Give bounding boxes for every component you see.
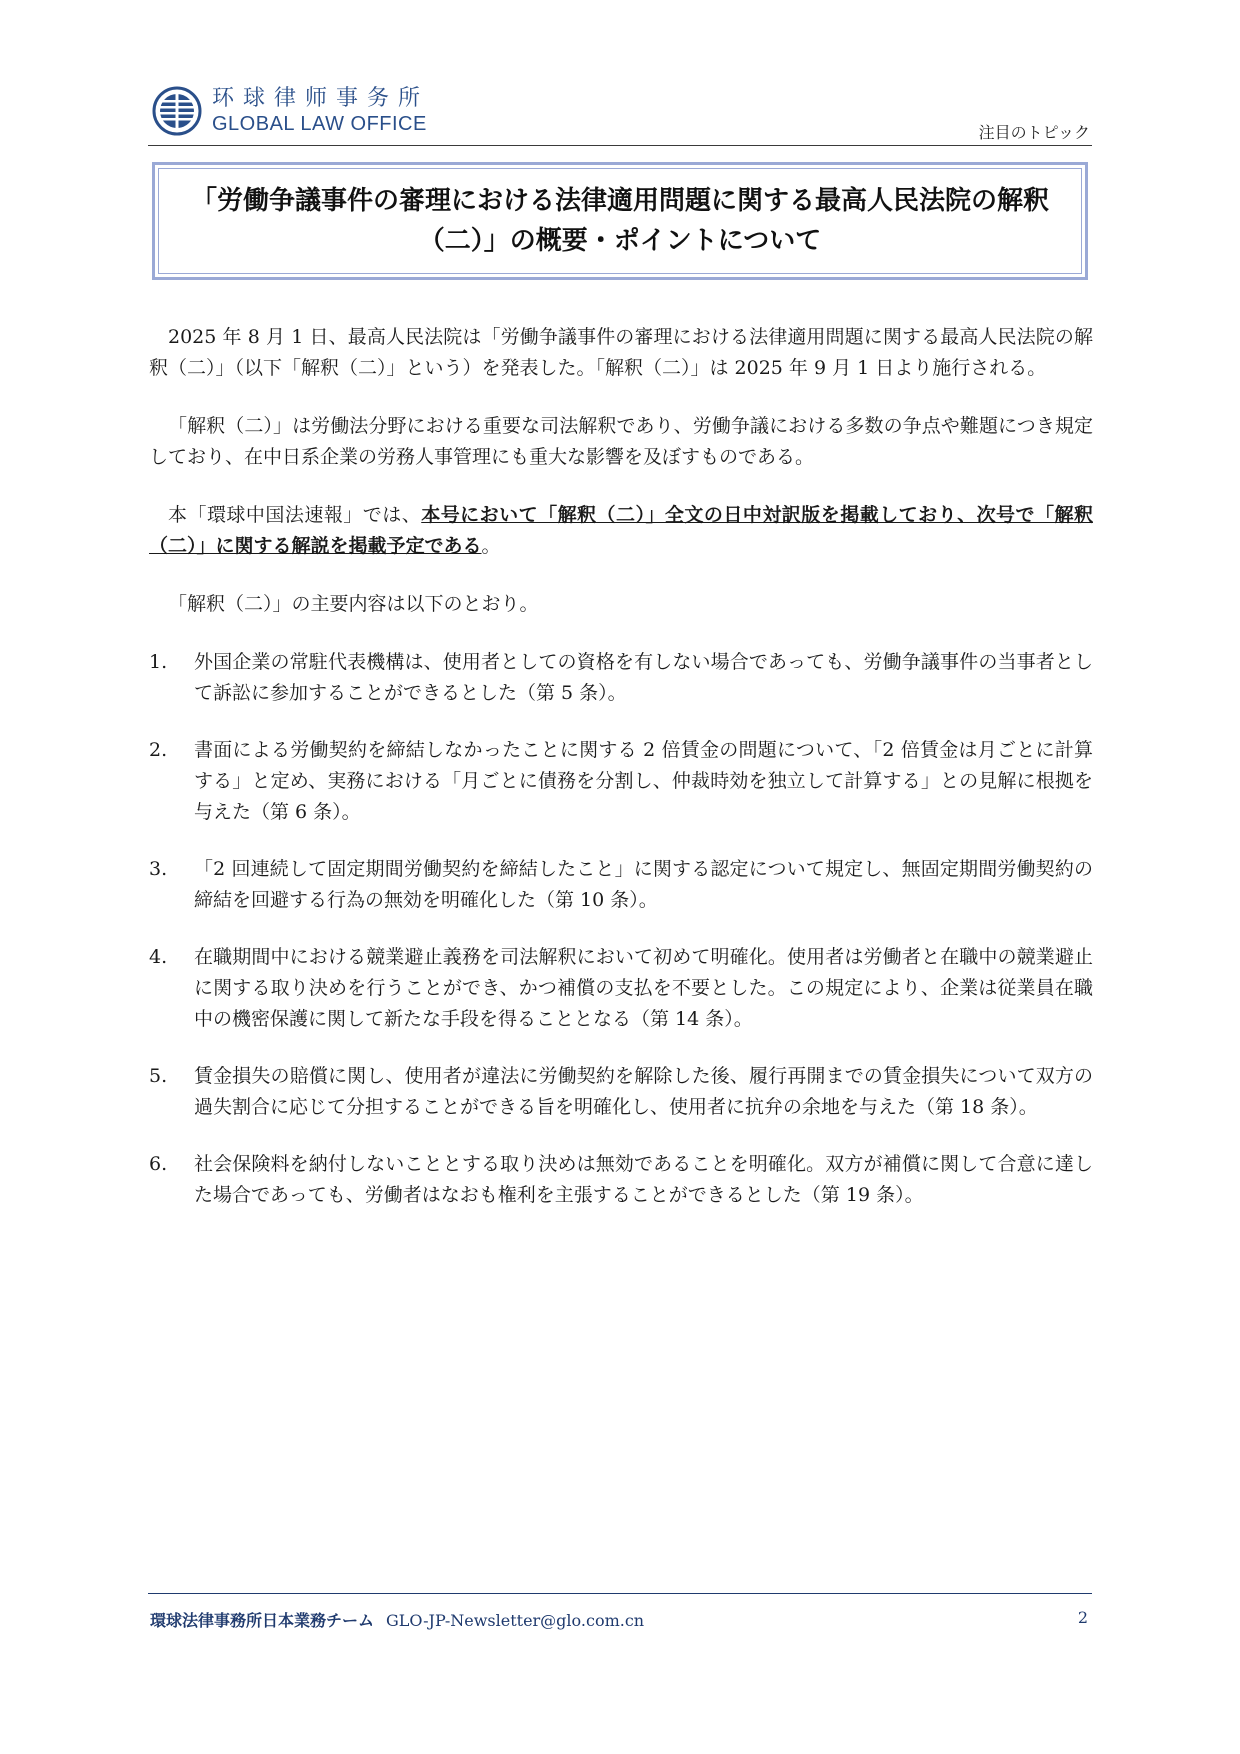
list-item: [149, 735, 1093, 828]
item-number: 6.: [149, 1153, 168, 1175]
notice-prefix: 本「環球中国法速報」では、: [168, 504, 422, 526]
item-text: 「2 回連続して固定期間労働契約を締結したこと」に関する認定について規定し、無固定期間労働契約の締結を回避する行為の無効を明確化した（第 10 条）。: [194, 858, 1093, 911]
key-points-list: [149, 647, 1093, 1211]
footer-email[interactable]: GLO-JP-Newsletter@glo.com.cn: [386, 1611, 645, 1630]
logo: [152, 86, 429, 136]
footer-divider: [148, 1593, 1092, 1594]
list-item: [149, 942, 1093, 1035]
footer-team-name: 環球法律事務所日本業務チーム: [150, 1611, 375, 1630]
item-number: 5.: [149, 1065, 168, 1087]
item-text: 書面による労働契約を締結しなかったことに関する 2 倍賃金の問題について、「2 倍賃金は月ごとに計算する」と定め、実務における「月ごとに債務を分割し、仲裁時効を独立して計算する」との見解に根拠を与えた（第 6 条）。: [194, 739, 1093, 823]
globe-logo-icon: [152, 86, 202, 136]
list-item: [149, 854, 1093, 916]
item-number: 2.: [149, 739, 168, 761]
list-intro: 「解釈（二）」の主要内容は以下のとおり。: [168, 593, 539, 615]
page-number: 2: [1077, 1608, 1088, 1627]
paragraph-notice: [149, 500, 1093, 562]
notice-emphasis: 本号において「解釈（二）」全文の日中対訳版を掲載しており、次号で「解釈（二）」に関する解説を掲載予定である: [149, 504, 1093, 557]
item-text: 在職期間中における競業避止義務を司法解釈において初めて明確化。使用者は労働者と在職中の競業避止に関する取り決めを行うことができ、かつ補償の支払を不要とした。この規定により、企業は従業員在職中の機密保護に関して新たな手段を得ることとなる（第 14 条）。: [194, 946, 1093, 1030]
logo-chinese-name: 环球律师事务所: [212, 86, 430, 111]
notice-suffix: 。: [481, 535, 501, 557]
list-item: [149, 1149, 1093, 1211]
title-box: [152, 162, 1088, 280]
item-number: 3.: [149, 858, 168, 880]
item-text: 外国企業の常駐代表機構は、使用者としての資格を有しない場合であっても、労働争議事件の当事者として訴訟に参加することができるとした（第 5 条）。: [194, 651, 1093, 704]
header-divider: [148, 145, 1092, 146]
section-label: 注目のトピック: [978, 123, 1090, 142]
item-text: 社会保険料を納付しないこととする取り決めは無効であることを明確化。双方が補償に関して合意に達した場合であっても、労働者はなおも権利を主張することができるとした（第 19 条）。: [194, 1153, 1093, 1206]
list-item: [149, 647, 1093, 709]
item-text: 賃金損失の賠償に関し、使用者が違法に労働契約を解除した後、履行再開までの賃金損失について双方の過失割合に応じて分担することができる旨を明確化し、使用者に抗弁の余地を与えた（第 18 条）。: [194, 1065, 1093, 1118]
logo-english-name: GLOBAL LAW OFFICE: [212, 113, 427, 135]
article-body: [149, 322, 1093, 1237]
paragraph-significance: 「解釈（二）」は労働法分野における重要な司法解釈であり、労働争議における多数の争点や難題につき規定しており、在中日系企業の労務人事管理にも重大な影響を及ぼすものである。: [149, 415, 1093, 468]
item-number: 1.: [149, 651, 168, 673]
page-title: 「労働争議事件の審理における法律適用問題に関する最高人民法院の解釈（二）」の概要・ポイントについて: [190, 186, 1049, 256]
item-number: 4.: [149, 946, 168, 968]
footer-info: [150, 1608, 644, 1631]
paragraph-intro: 2025 年 8 月 1 日、最高人民法院は「労働争議事件の審理における法律適用問題に関する最高人民法院の解釈（二）」（以下「解釈（二）」という）を発表した。「解釈（二）」は 2025 年 9 月 1 日より施行される。: [149, 326, 1093, 379]
list-item: [149, 1061, 1093, 1123]
